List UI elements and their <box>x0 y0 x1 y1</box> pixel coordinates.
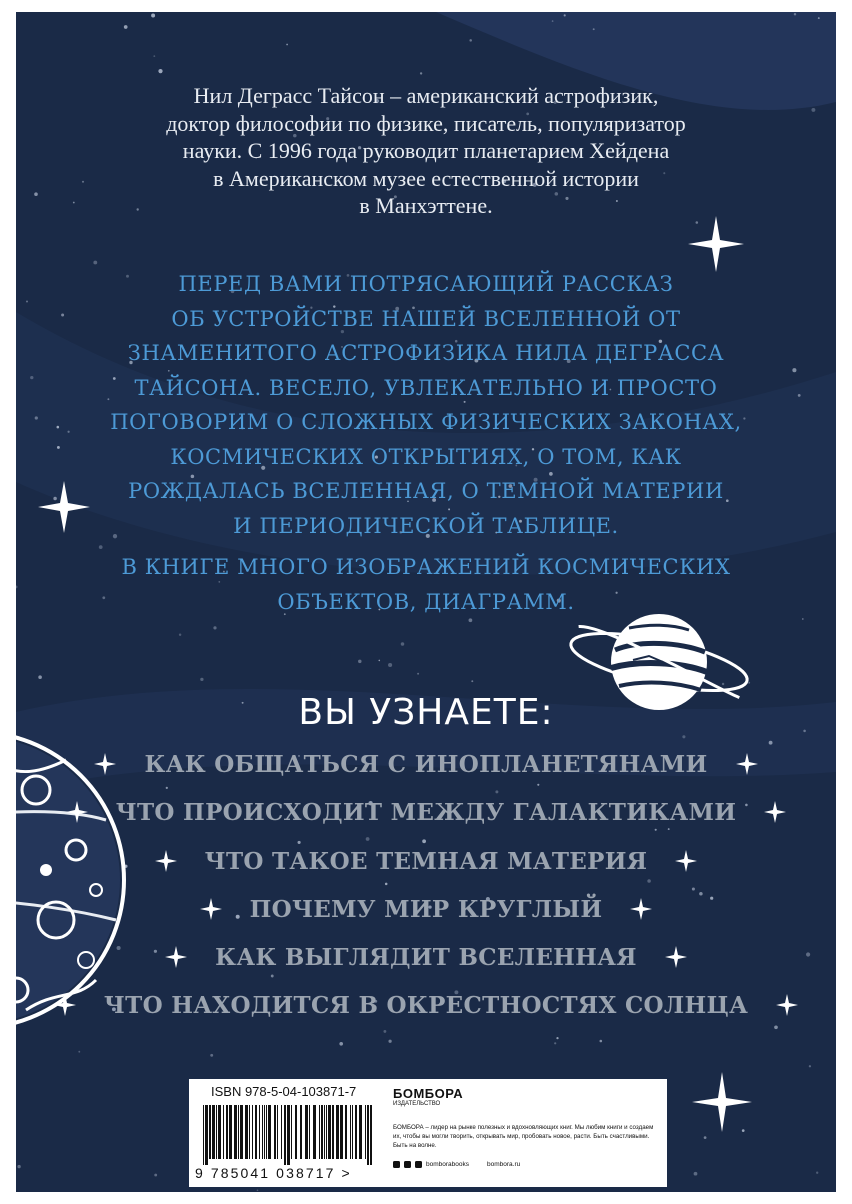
star-dot <box>471 680 473 682</box>
barcode-bar <box>262 1105 263 1159</box>
summary-line: И ПЕРИОДИЧЕСКОЙ ТАБЛИЦЕ. <box>233 513 619 538</box>
star-dot <box>210 1054 213 1057</box>
barcode-bar <box>249 1105 250 1159</box>
publisher-description: БОМБОРА – лидер на рынке полезных и вдохновляющих книг. Мы любим книги и создаем их, чтобы вы могли творить, открывать мир, пробовать новое, расти. Быть счастливыми. Быть на волне. <box>393 1124 654 1149</box>
social-icon <box>415 1161 422 1168</box>
barcode-bar <box>259 1105 260 1159</box>
barcode-bar <box>340 1105 343 1159</box>
star-dot <box>166 787 168 789</box>
barcode-bar <box>240 1105 243 1159</box>
publisher-name: БОМБОРА <box>393 1086 464 1101</box>
barcode-bar <box>216 1105 217 1159</box>
barcode-bar <box>305 1105 308 1159</box>
star-dot <box>339 1042 343 1046</box>
topic-item <box>16 985 836 1025</box>
star-dot <box>417 673 419 675</box>
star-dot <box>401 642 405 646</box>
barcode-bar <box>245 1105 248 1159</box>
star-dot <box>593 28 595 30</box>
star-dot <box>748 682 750 684</box>
barcode-bar <box>332 1105 334 1159</box>
barcode-bar <box>238 1105 239 1159</box>
star-dot <box>154 1174 157 1177</box>
star-dot <box>17 1165 20 1168</box>
summary-line: КОСМИЧЕСКИХ ОТКРЫТИЯХ, О ТОМ, КАК <box>170 444 682 469</box>
topic-label: КАК ВЫГЛЯДИТ ВСЕЛЕННАЯ <box>215 943 637 971</box>
book-summary <box>46 267 806 543</box>
barcode-bar <box>266 1105 267 1159</box>
barcode-bar <box>274 1105 276 1159</box>
barcode-icon <box>199 1105 379 1165</box>
sparkle-star-icon <box>66 801 88 823</box>
sparkle-star-icon <box>764 801 786 823</box>
star-dot <box>213 626 216 629</box>
author-bio-line: доктор философии по физике, писатель, популяризатор <box>166 110 686 136</box>
star-dot <box>200 678 203 681</box>
barcode-bar <box>229 1105 232 1159</box>
star-dot <box>153 55 155 57</box>
star-dot <box>286 44 288 46</box>
star-dot <box>99 545 103 549</box>
barcode-bar <box>309 1105 310 1159</box>
summary-line: ТАЙСОНА. ВЕСЕЛО, УВЛЕКАТЕЛЬНО И ПРОСТО <box>134 375 718 400</box>
star-dot <box>378 660 380 662</box>
barcode-bar <box>234 1105 237 1159</box>
social-handle: bomborabooks <box>426 1161 469 1168</box>
star-dot <box>257 1189 259 1191</box>
star-dot <box>552 20 554 22</box>
barcode-bar <box>345 1105 347 1159</box>
barcode-bar <box>281 1105 282 1159</box>
star-dot <box>682 735 685 738</box>
sparkle-star-icon <box>776 994 798 1016</box>
author-bio-line: науки. С 1996 года руководит планетарием Хейдена <box>182 138 670 163</box>
barcode-bar <box>277 1105 278 1159</box>
summary-line: ЗНАМЕНИТОГО АСТРОФИЗИКА НИЛА ДЕГРАССА <box>127 341 725 365</box>
star-dot <box>722 683 724 685</box>
star-dot <box>35 416 38 419</box>
barcode-bar <box>218 1105 221 1159</box>
star-dot <box>388 663 392 667</box>
star-dot <box>696 221 699 224</box>
star-dot <box>742 1129 745 1132</box>
social-icon <box>404 1161 411 1168</box>
star-dot <box>816 1172 818 1174</box>
star-dot <box>158 69 162 73</box>
publisher-subtitle: ИЗДАТЕЛЬСТВО <box>393 1101 441 1107</box>
sparkle-star-icon <box>675 850 697 872</box>
barcode-bar <box>209 1105 211 1159</box>
sparkle-star-icon <box>736 753 758 775</box>
barcode-bar <box>268 1105 271 1159</box>
barcode-bar <box>255 1105 257 1159</box>
barcode-bar <box>350 1105 351 1159</box>
barcode-bar <box>326 1105 327 1159</box>
learn-heading: ВЫ УЗНАЕТЕ: <box>298 692 554 733</box>
star-dot <box>93 261 97 265</box>
summary-line: В КНИГЕ МНОГО ИЗОБРАЖЕНИЙ КОСМИЧЕСКИХ <box>121 555 731 579</box>
star-dot <box>358 660 361 663</box>
summary-line: РОЖДАЛАСЬ ВСЕЛЕННАЯ, О ТЕМНОЙ МАТЕРИИ <box>128 479 724 503</box>
star-dot <box>179 633 181 635</box>
star-dot <box>704 1136 707 1139</box>
star-dot <box>809 1065 811 1067</box>
summary-line: ОБ УСТРОЙСТВЕ НАШЕЙ ВСЕЛЕННОЙ ОТ <box>171 306 681 331</box>
barcode-bar <box>291 1105 292 1159</box>
star-dot <box>694 1172 698 1176</box>
barcode-bar <box>295 1105 297 1159</box>
star-dot <box>383 1030 386 1033</box>
barcode-bar <box>319 1105 320 1159</box>
barcode-bar <box>367 1105 369 1165</box>
star-dot <box>774 1025 778 1029</box>
barcode-bar <box>252 1105 253 1159</box>
star-dot <box>469 39 472 42</box>
topic-item <box>16 841 836 881</box>
publisher-social <box>393 1161 520 1168</box>
star-dot <box>554 1042 556 1044</box>
star-dot <box>811 108 815 112</box>
barcode-bar <box>284 1105 286 1165</box>
barcode-bar <box>359 1105 362 1159</box>
sparkle-star-icon <box>630 898 652 920</box>
topic-item <box>16 889 836 929</box>
star-dot <box>124 25 128 29</box>
topic-item <box>16 744 836 784</box>
topic-label: ПОЧЕМУ МИР КРУГЛЫЙ <box>249 895 603 923</box>
sparkle-star-icon <box>165 946 187 968</box>
star-dot <box>34 192 38 196</box>
barcode-bar <box>321 1105 323 1159</box>
barcode-bar <box>365 1105 366 1159</box>
author-bio-line: в Манхэттене. <box>359 193 493 218</box>
isbn-panel <box>189 1079 667 1187</box>
sparkle-star-icon <box>200 898 222 920</box>
barcode-bar <box>226 1105 228 1159</box>
star-dot <box>420 72 422 74</box>
star-dot <box>78 1051 80 1053</box>
barcode-bar <box>287 1105 290 1165</box>
star-dot <box>30 376 33 379</box>
barcode-bar <box>212 1105 215 1159</box>
star-dot <box>556 1037 558 1039</box>
star-dot <box>26 301 28 303</box>
publisher-website: bombora.ru <box>487 1161 521 1168</box>
star-dot <box>818 17 820 19</box>
barcode-bar <box>264 1105 265 1159</box>
sparkle-star-icon <box>54 994 76 1016</box>
topic-label: КАК ОБЩАТЬСЯ С ИНОПЛАНЕТЯНАМИ <box>144 750 708 778</box>
barcode-bar <box>205 1105 208 1165</box>
star-dot <box>564 14 566 16</box>
star-dot <box>388 1040 391 1043</box>
barcode-bar <box>328 1105 331 1159</box>
star-dot <box>537 784 539 786</box>
star-dot <box>794 13 796 15</box>
barcode-bar <box>370 1105 372 1165</box>
back-cover <box>16 12 836 1192</box>
star-dot <box>73 202 75 204</box>
topic-label: ЧТО НАХОДИТСЯ В ОКРЕСТНОСТЯХ СОЛНЦА <box>103 991 749 1019</box>
topic-item <box>16 937 836 977</box>
summary-line: ПЕРЕД ВАМИ ПОТРЯСАЮЩИЙ РАССКАЗ <box>178 272 674 296</box>
author-bio-line: Нил Деграсс Тайсон – американский астрофизик, <box>193 83 659 108</box>
barcode-bar <box>355 1105 357 1159</box>
topic-label: ЧТО ПРОИСХОДИТ МЕЖДУ ГАЛАКТИКАМИ <box>115 798 737 826</box>
barcode-bar <box>223 1105 224 1159</box>
sparkle-star-icon <box>94 753 116 775</box>
sparkle-star-icon <box>665 946 687 968</box>
sparkle-star-icon <box>155 850 177 872</box>
star-dot <box>151 14 155 18</box>
isbn-label: ISBN 978-5-04-103871-7 <box>211 1084 357 1099</box>
barcode-bar <box>352 1105 353 1159</box>
barcode-bar <box>313 1105 316 1159</box>
summary-line: ПОГОВОРИМ О СЛОЖНЫХ ФИЗИЧЕСКИХ ЗАКОНАХ, <box>110 410 742 434</box>
star-dot <box>600 1040 603 1043</box>
star-dot <box>38 675 42 679</box>
barcode-bar <box>336 1105 339 1159</box>
barcode-bar <box>203 1105 204 1165</box>
author-bio <box>76 82 776 220</box>
book-summary-extra <box>46 550 806 619</box>
barcode-bar <box>324 1105 325 1159</box>
social-icon <box>393 1161 400 1168</box>
topic-item <box>16 792 836 832</box>
author-bio-line: в Американском музее естественной истории <box>213 165 639 191</box>
topic-label: ЧТО ТАКОЕ ТЕМНАЯ МАТЕРИЯ <box>204 847 648 875</box>
star-dot <box>385 883 388 886</box>
barcode-digits: 9 785041 038717 > <box>195 1165 352 1181</box>
barcode-bar <box>300 1105 302 1159</box>
summary-line: ОБЪЕКТОВ, ДИАГРАММ. <box>277 589 575 614</box>
